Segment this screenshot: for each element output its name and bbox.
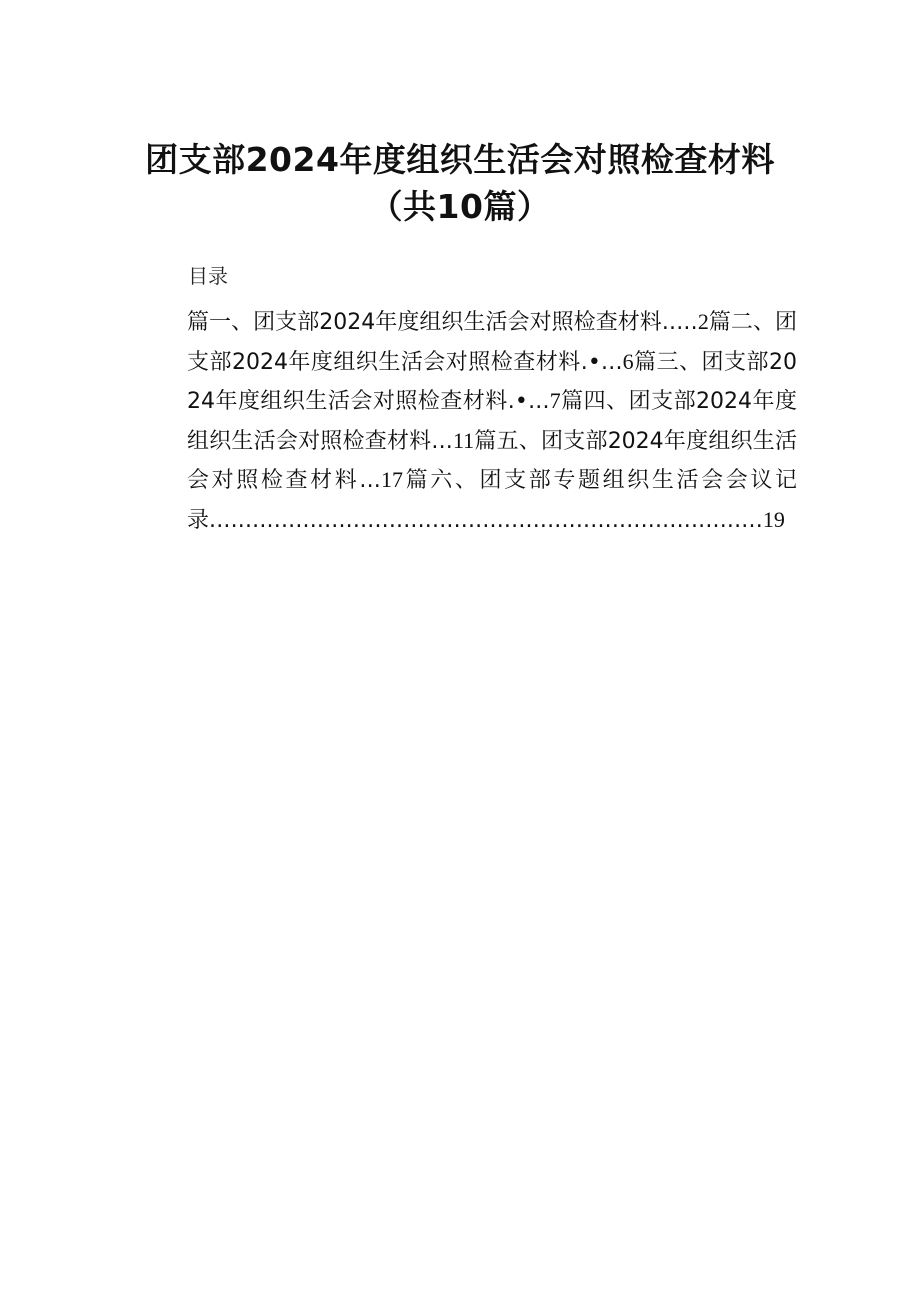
toc-entry-label: 篇四、团支部2024年度组织生活会对照检查材料: [187, 389, 797, 454]
toc-entry-label: 篇五、团支部2024年度组织生活会对照检查材料: [187, 428, 797, 493]
toc-entry-page: 6: [622, 348, 634, 374]
toc-entry-label: 篇一、团支部2024年度组织生活会对照检查材料: [187, 310, 662, 335]
toc-entry-1[interactable]: [187, 310, 709, 335]
toc-heading: 目录: [188, 264, 228, 288]
table-of-contents: [187, 303, 797, 540]
toc-entry-label: 篇三、团支部2024年度组织生活会对照检查材料: [187, 349, 797, 414]
toc-entry-page: 11: [452, 427, 475, 453]
toc-entry-leader: ...: [359, 468, 381, 493]
toc-entry-page: 2: [697, 309, 709, 334]
toc-entry-leader: .•...: [507, 389, 550, 414]
toc-entry-leader: .....: [661, 310, 698, 335]
toc-entry-page: 17: [380, 467, 403, 492]
document-title: 团支部2024年度组织生活会对照检查材料: [145, 140, 775, 179]
toc-entry-leader: ...: [431, 428, 453, 454]
toc-entry-leader: .•...: [580, 349, 623, 375]
toc-entry-label: 篇六、团支部专题组织生活会会议记录: [187, 468, 797, 533]
toc-entry-page: 19: [762, 506, 785, 532]
document-subtitle: （共10篇）: [369, 187, 551, 226]
toc-entry-leader: .............................................................................: [209, 507, 763, 533]
toc-entry-page: 7: [549, 388, 561, 413]
toc-entry-label: 篇二、团支部2024年度组织生活会对照检查材料: [187, 310, 797, 375]
